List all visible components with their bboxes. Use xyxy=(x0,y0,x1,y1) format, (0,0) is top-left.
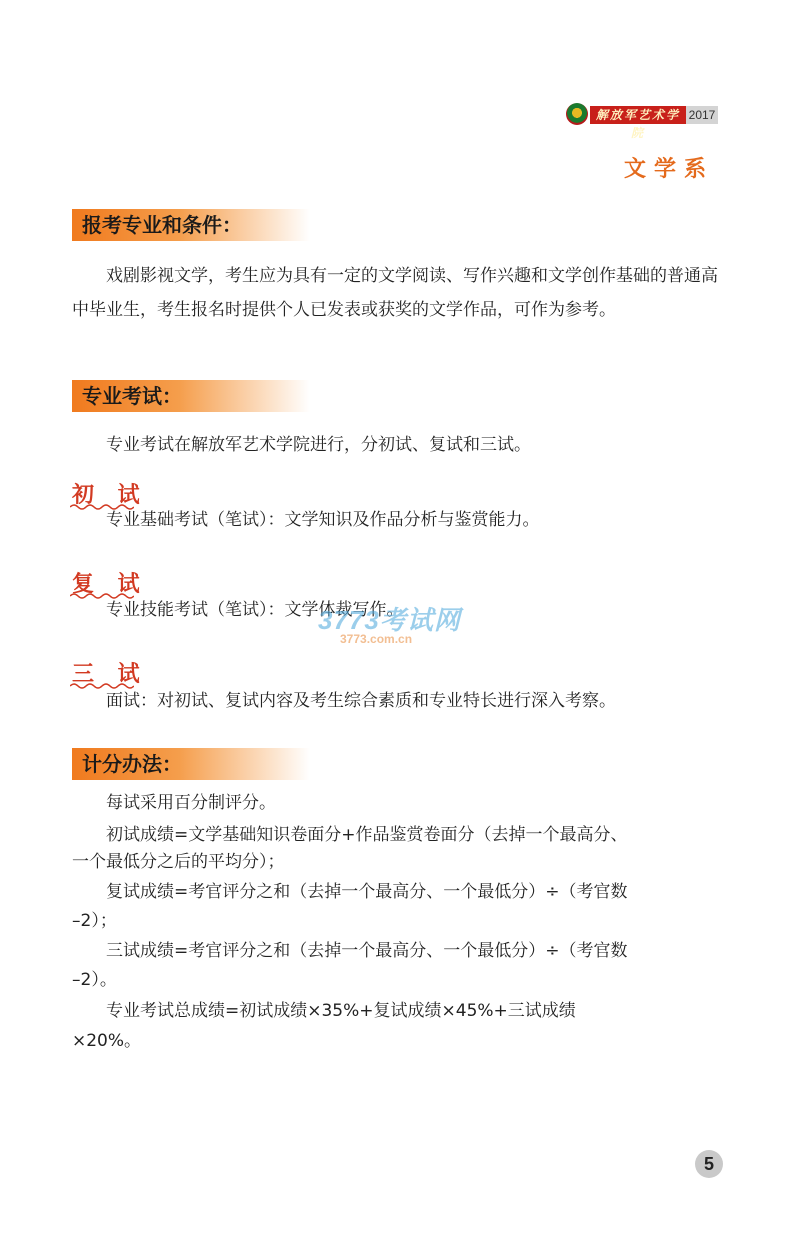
conditions-paragraph: 戏剧影视文学，考生应为具有一定的文学阅读、写作兴趣和文学创作基础的普通高中毕业生，考生报名时提供个人已发表或获奖的文学作品，可作为参考。 xyxy=(72,266,718,320)
department-title: 文学系 xyxy=(623,156,714,182)
round-title-second: 复 试 xyxy=(72,572,148,597)
scoring-line: 复试成绩=考官评分之和（去掉一个最高分、一个最低分）÷（考官数 xyxy=(106,882,628,902)
section-banner-scoring: 计分办法： xyxy=(72,748,310,780)
header-year: 2017 xyxy=(686,106,718,124)
scoring-line: 三试成绩=考官评分之和（去掉一个最高分、一个最低分）÷（考官数 xyxy=(106,941,628,961)
scoring-line: 初试成绩=文学基础知识卷面分+作品鉴赏卷面分（去掉一个最高分、 xyxy=(106,825,628,845)
page-number: 5 xyxy=(695,1150,723,1178)
section-banner-exam: 专业考试： xyxy=(72,380,310,412)
exam-intro-paragraph: 专业考试在解放军艺术学院进行，分初试、复试和三试。 xyxy=(106,435,531,455)
section-banner-conditions: 报考专业和条件： xyxy=(72,209,310,241)
scoring-line: 专业考试总成绩=初试成绩×35%+复试成绩×45%+三试成绩 xyxy=(106,1001,576,1021)
header-logo-bar xyxy=(566,103,718,140)
round-title-first: 初 试 xyxy=(72,483,148,508)
scoring-line: 每试采用百分制评分。 xyxy=(106,793,276,813)
scoring-line: ×20%。 xyxy=(72,1031,142,1051)
scoring-line: 一个最低分之后的平均分）； xyxy=(72,852,285,872)
round-text-first: 专业基础考试（笔试）：文学知识及作品分析与鉴赏能力。 xyxy=(106,510,540,530)
round-title-third: 三 试 xyxy=(72,662,148,687)
round-text-second: 专业技能考试（笔试）：文学体裁写作。 xyxy=(106,600,404,620)
round-text-third: 面试：对初试、复试内容及考生综合素质和专业特长进行深入考察。 xyxy=(106,691,616,711)
scoring-line: –2）； xyxy=(72,911,117,931)
school-name: 解放军艺术学院 xyxy=(590,106,686,124)
watermark-sub: 3773.com.cn xyxy=(340,632,413,646)
watermark xyxy=(318,600,488,656)
watermark-main: 3773考试网 xyxy=(318,605,461,635)
school-emblem-icon xyxy=(566,103,588,125)
scoring-line: –2）。 xyxy=(72,970,117,990)
